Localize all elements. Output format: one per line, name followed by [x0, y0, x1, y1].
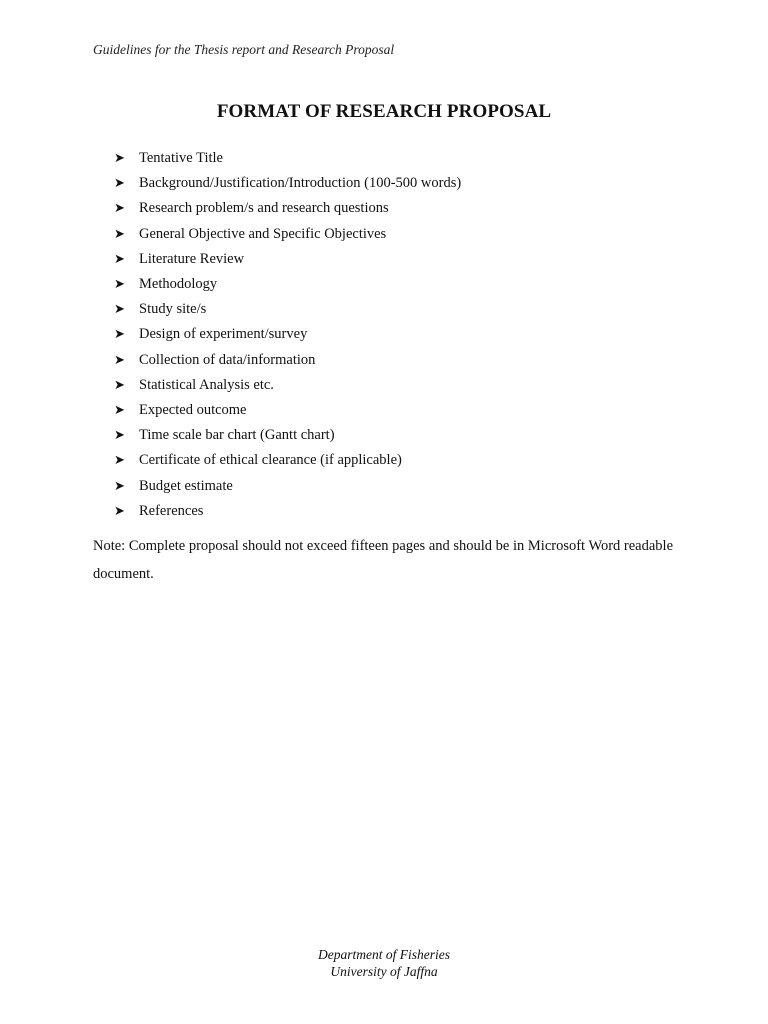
list-item-label: Time scale bar chart (Gantt chart): [139, 427, 335, 444]
arrowhead-bullet-icon: ➤: [114, 503, 125, 519]
list-item-label: Research problem/s and research questions: [139, 200, 389, 217]
list-item-label: Budget estimate: [139, 477, 233, 494]
list-item-label: References: [139, 502, 204, 519]
footer-university: University of Jaffna: [330, 964, 438, 979]
arrowhead-bullet-icon: ➤: [114, 201, 125, 217]
list-item: [114, 272, 461, 297]
list-item-label: Expected outcome: [139, 401, 247, 418]
arrowhead-bullet-icon: ➤: [114, 327, 125, 343]
arrowhead-bullet-icon: ➤: [114, 402, 125, 418]
list-item: [114, 196, 461, 221]
list-item: [114, 297, 461, 322]
list-item-label: Certificate of ethical clearance (if applicable): [139, 452, 402, 469]
arrowhead-bullet-icon: ➤: [114, 377, 125, 393]
list-item: [114, 222, 461, 247]
arrowhead-bullet-icon: ➤: [114, 302, 125, 318]
list-item-label: Statistical Analysis etc.: [139, 376, 274, 393]
arrowhead-bullet-icon: ➤: [114, 428, 125, 444]
list-item: [114, 146, 461, 171]
arrowhead-bullet-icon: ➤: [114, 277, 125, 293]
arrowhead-bullet-icon: ➤: [114, 226, 125, 242]
arrowhead-bullet-icon: ➤: [114, 352, 125, 368]
list-item-label: Tentative Title: [139, 150, 223, 167]
arrowhead-bullet-icon: ➤: [114, 151, 125, 167]
footer-department: Department of Fisheries: [318, 947, 450, 962]
list-item-label: Literature Review: [139, 250, 245, 267]
list-item: [114, 322, 461, 347]
running-header: Guidelines for the Thesis report and Research Proposal: [93, 42, 395, 57]
arrowhead-bullet-icon: ➤: [114, 176, 125, 192]
list-item-label: Study site/s: [139, 301, 207, 318]
list-item-label: General Objective and Specific Objectives: [139, 225, 387, 242]
list-item-label: Design of experiment/survey: [139, 326, 308, 343]
list-item-label: Collection of data/information: [139, 351, 316, 368]
list-item: [114, 499, 461, 524]
page-title: FORMAT OF RESEARCH PROPOSAL: [216, 101, 552, 122]
arrowhead-bullet-icon: ➤: [114, 453, 125, 469]
list-item: [114, 171, 461, 196]
arrowhead-bullet-icon: ➤: [114, 251, 125, 267]
list-item-label: Methodology: [139, 276, 218, 293]
list-item: [114, 423, 461, 448]
list-item: [114, 448, 461, 473]
list-item-label: Background/Justification/Introduction (100-500 words): [139, 175, 462, 192]
list-item: [114, 348, 461, 373]
page-footer: [0, 946, 768, 980]
list-item: [114, 247, 461, 272]
note-paragraph: Note: Complete proposal should not exceed fifteen pages and should be in Microsoft Word readable document.: [93, 538, 674, 582]
proposal-sections-list: [114, 146, 461, 524]
list-item: [114, 473, 461, 498]
list-item: [114, 398, 461, 423]
arrowhead-bullet-icon: ➤: [114, 478, 125, 494]
list-item: [114, 373, 461, 398]
